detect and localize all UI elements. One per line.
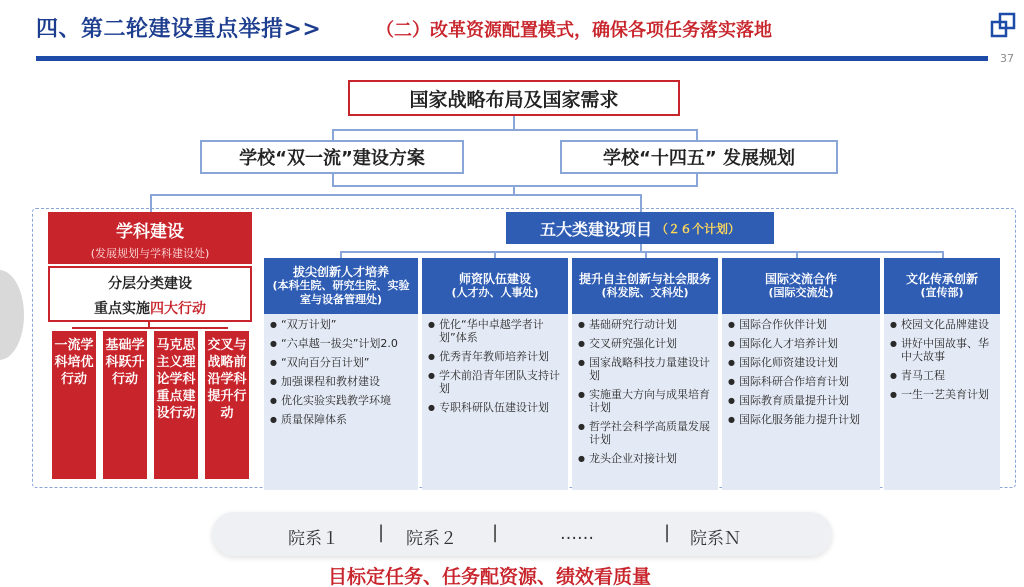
list-item: ● 一生一艺美育计划 xyxy=(889,388,995,401)
connector xyxy=(332,129,698,131)
connector xyxy=(645,251,647,258)
list-item: ● 质量保障体系 xyxy=(269,413,413,426)
logo-icon xyxy=(990,12,1016,38)
department-1: 院系１ xyxy=(288,529,339,549)
list-item: ● 优化“华中卓越学者计划”体系 xyxy=(427,318,563,344)
connector xyxy=(340,251,342,258)
discipline-subtitle: (发展规划与学科建设处) xyxy=(90,247,210,260)
connector xyxy=(332,185,698,187)
slide-title: 四、第二轮建设重点举措>> xyxy=(36,17,322,42)
department-n: 院系Ｎ xyxy=(690,529,741,549)
category-innovation-head xyxy=(572,258,718,314)
department-ellipsis: …… xyxy=(560,524,594,544)
category-talent-head xyxy=(264,258,418,314)
category-name: 师资队伍建设 xyxy=(458,272,531,286)
category-dept: (人才办、人事处) xyxy=(451,286,539,299)
list-item: ● 学术前沿青年团队支持计划 xyxy=(427,369,563,395)
list-item: ● 加强课程和教材建设 xyxy=(269,375,413,388)
departments-bar xyxy=(212,512,832,556)
connector xyxy=(150,194,642,196)
connector xyxy=(942,251,944,258)
list-item: ● 校园文化品牌建设 xyxy=(889,318,995,331)
connector xyxy=(513,116,515,130)
list-item: ● “双向百分百计划” xyxy=(269,356,413,369)
category-name: 拔尖创新人才培养 xyxy=(292,265,389,279)
list-item: ● 优秀青年教师培养计划 xyxy=(427,350,563,363)
side-decoration xyxy=(0,270,24,360)
category-dept: (科发院、文科处) xyxy=(601,286,689,299)
four-actions-highlight: 四大行动 xyxy=(150,301,206,317)
list-item: ● “双万计划” xyxy=(269,318,413,331)
list-item: ● 国际科研合作培育计划 xyxy=(727,375,875,388)
page-number: 37 xyxy=(1000,52,1014,65)
category-culture-head xyxy=(884,258,1000,314)
list-item: ● 国际合作伙伴计划 xyxy=(727,318,875,331)
category-faculty-body xyxy=(422,314,568,490)
list-item: ● 青马工程 xyxy=(889,369,995,382)
list-item: ● 实施重大方向与成果培育计划 xyxy=(577,388,713,414)
connector xyxy=(796,251,798,258)
list-item: ● 国际教育质量提升计划 xyxy=(727,394,875,407)
layered-construction-line2 xyxy=(50,298,250,318)
category-name: 文化传承创新 xyxy=(905,272,978,286)
list-item: ● 国际化服务能力提升计划 xyxy=(727,413,875,426)
action-first-class-discipline: 一流学科培优行动 xyxy=(52,331,96,479)
five-projects-title: 五大类建设项目 xyxy=(539,219,652,239)
list-item: ● 讲好中国故事、华中大故事 xyxy=(889,337,995,363)
list-item: ● 专职科研队伍建设计划 xyxy=(427,401,563,414)
action-marxism-discipline: 马克思主义理论学科重点建设行动 xyxy=(154,331,198,479)
five-projects-header xyxy=(506,212,774,244)
action-interdisciplinary: 交叉与战略前沿学科提升行动 xyxy=(205,331,249,479)
national-strategy-box: 国家战略布局及国家需求 xyxy=(348,80,680,116)
layered-construction-box xyxy=(48,266,252,322)
department-2: 院系２ xyxy=(406,529,457,549)
key-implementation-text: 重点实施 xyxy=(94,301,150,317)
connector xyxy=(72,327,228,329)
category-name: 提升自主创新与社会服务 xyxy=(578,272,711,286)
category-international-body xyxy=(722,314,880,490)
discipline-title: 学科建设 xyxy=(116,222,184,242)
fourteenth-five-year-plan-box: 学校“十四五” 发展规划 xyxy=(560,140,838,174)
list-item: ● 国家战略科技力量建设计划 xyxy=(577,356,713,382)
list-item: ● 基础研究行动计划 xyxy=(577,318,713,331)
list-item: ● 交叉研究强化计划 xyxy=(577,337,713,350)
category-culture-body xyxy=(884,314,1000,490)
connector xyxy=(340,251,944,253)
category-dept: (本科生院、研究生院、实验室与设备管理处) xyxy=(272,279,410,306)
layered-construction-line1: 分层分类建设 xyxy=(108,276,192,292)
category-dept: (宣传部) xyxy=(920,286,964,299)
category-international-head xyxy=(722,258,880,314)
separator: | xyxy=(378,522,385,543)
list-item: ● 国际化师资建设计划 xyxy=(727,356,875,369)
separator: | xyxy=(664,522,671,543)
five-projects-count: （２６个计划） xyxy=(656,221,741,236)
list-item: ● 哲学社会科学高质量发展计划 xyxy=(577,420,713,446)
header-rule xyxy=(36,56,988,61)
category-talent-body xyxy=(264,314,418,490)
double-first-class-plan-box: 学校“双一流”建设方案 xyxy=(200,140,464,174)
category-dept: (国际交流处) xyxy=(768,286,834,299)
category-faculty-head xyxy=(422,258,568,314)
discipline-construction-header xyxy=(48,212,252,264)
list-item: ● 国际化人才培养计划 xyxy=(727,337,875,350)
list-item: ● 龙头企业对接计划 xyxy=(577,452,713,465)
separator: | xyxy=(492,522,499,543)
slogan: 目标定任务、任务配资源、绩效看质量 xyxy=(328,566,652,587)
category-name: 国际交流合作 xyxy=(764,272,837,286)
action-basic-discipline: 基础学科跃升行动 xyxy=(103,331,147,479)
category-innovation-body xyxy=(572,314,718,490)
slide-subtitle: （二）改革资源配置模式，确保各项任务落实落地 xyxy=(376,20,772,41)
connector xyxy=(494,251,496,258)
list-item: ● 优化实验实践教学环境 xyxy=(269,394,413,407)
list-item: ● “六卓越一拔尖”计划2.0 xyxy=(269,337,413,350)
